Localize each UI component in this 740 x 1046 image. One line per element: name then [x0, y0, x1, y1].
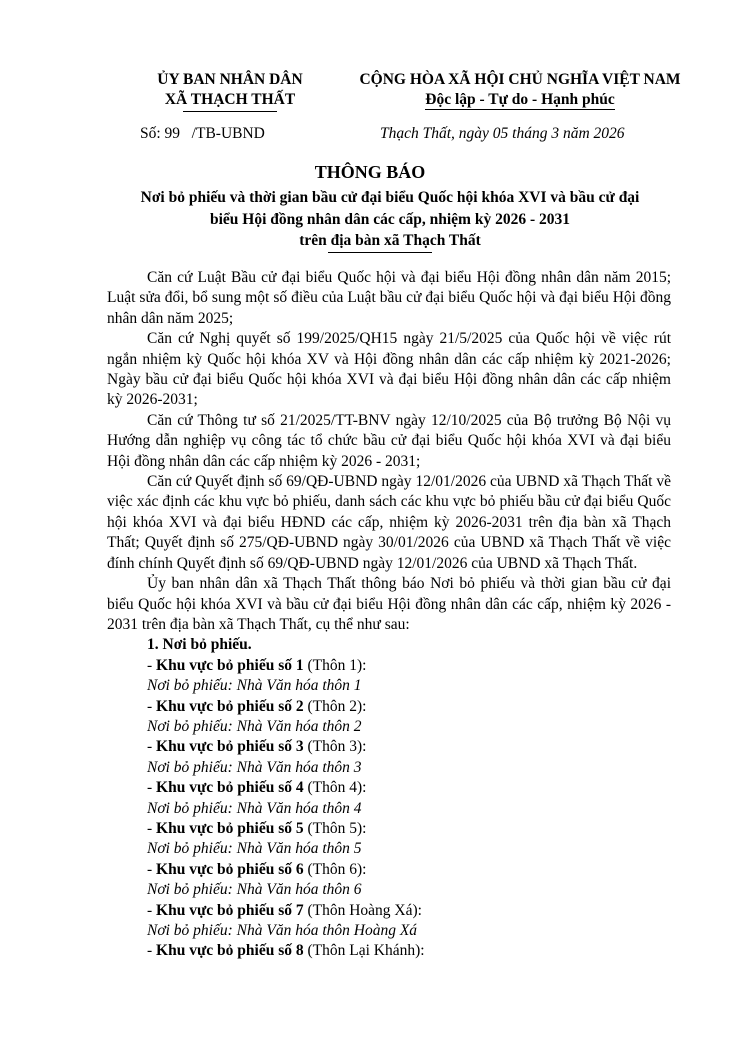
voting-area-item: - Khu vực bỏ phiếu số 1 (Thôn 1):: [147, 656, 367, 674]
voting-area-label: Khu vực bỏ phiếu số 7: [156, 901, 304, 919]
title-divider: [328, 252, 432, 253]
polling-place: Nơi bỏ phiếu: Nhà Văn hóa thôn Hoàng Xá: [147, 922, 418, 939]
voting-area-item: - Khu vực bỏ phiếu số 3 (Thôn 3):: [147, 738, 367, 756]
polling-place: Nơi bỏ phiếu: Nhà Văn hóa thôn 4: [147, 799, 362, 817]
authority-line-1: ỦY BAN NHÂN DÂN: [157, 71, 303, 88]
subtitle-line-3: trên địa bàn xã Thạch Thất: [299, 232, 481, 249]
polling-place: Nơi bỏ phiếu: Nhà Văn hóa thôn 6: [147, 881, 362, 899]
voting-area-item: - Khu vực bỏ phiếu số 4 (Thôn 4):: [147, 779, 367, 797]
voting-area-label: Khu vực bỏ phiếu số 4: [156, 779, 304, 797]
authority-underline: [183, 111, 277, 112]
authority-line-2: [165, 90, 295, 110]
legal-basis-paragraph: Căn cứ Thông tư số 21/2025/TT-BNV ngày 12/10/2025 của Bộ trưởng Bộ Nội vụ Hướng dẫn nghiệp vụ công tác tổ chức bầu cử đại biểu Quốc hội khóa XVI và đại biểu Hội đồng nhân dân các cấp nhiệm kỳ 2026 - 2031;: [107, 411, 671, 470]
voting-area-label: Khu vực bỏ phiếu số 1: [156, 656, 304, 674]
polling-place: Nơi bỏ phiếu: Nhà Văn hóa thôn 2: [147, 717, 362, 735]
authority-name: XÃ THẠCH THẤT: [164, 91, 296, 108]
voting-area-item: - Khu vực bỏ phiếu số 7 (Thôn Hoàng Xá):: [147, 901, 422, 919]
legal-basis-paragraph: Căn cứ Nghị quyết số 199/2025/QH15 ngày 21/5/2025 của Quốc hội về việc rút ngắn nhiệm kỳ Quốc hội khóa XV và Hội đồng nhân dân các cấp nhiệm kỳ 2021-2026; Ngày bầu cử đại biểu Quốc hội khóa XVI và đại biểu Hội đồng nhân dân các cấp nhiệm kỳ 2026-2031;: [107, 330, 671, 409]
voting-area-item: - Khu vực bỏ phiếu số 8 (Thôn Lại Khánh):: [147, 942, 425, 960]
section-heading: 1. Nơi bỏ phiếu.: [147, 636, 252, 654]
issuing-authority: [105, 70, 355, 110]
polling-place: Nơi bỏ phiếu: Nhà Văn hóa thôn 5: [147, 840, 362, 858]
voting-area-label: Khu vực bỏ phiếu số 5: [156, 819, 304, 837]
voting-area-item: - Khu vực bỏ phiếu số 5 (Thôn 5):: [147, 819, 367, 837]
voting-area-label: Khu vực bỏ phiếu số 8: [156, 942, 304, 960]
document-body: [107, 268, 671, 962]
subtitle-line-2: biểu Hội đồng nhân dân các cấp, nhiệm kỳ 2026 - 2031: [209, 210, 570, 228]
voting-area-label: Khu vực bỏ phiếu số 6: [156, 860, 304, 878]
document-number: Số: 99 /TB-UBND: [140, 125, 265, 142]
legal-basis-paragraph: Căn cứ Luật Bầu cử đại biểu Quốc hội và đại biểu Hội đồng nhân dân năm 2015; Luật sửa đổi, bổ sung một số điều của Luật bầu cử đại biểu Quốc hội và đại biểu Hội đồng nhân dân năm 2025;: [107, 269, 671, 327]
subtitle-line-1: Nơi bỏ phiếu và thời gian bầu cử đại biểu Quốc hội khóa XVI và bầu cử đại: [140, 189, 640, 206]
national-motto: [325, 70, 715, 110]
voting-area-item: - Khu vực bỏ phiếu số 6 (Thôn 6):: [147, 860, 367, 878]
polling-place: Nơi bỏ phiếu: Nhà Văn hóa thôn 3: [147, 758, 362, 776]
nation-name: CỘNG HÒA XÃ HỘI CHỦ NGHĨA VIỆT NAM: [359, 71, 681, 88]
document-subtitle: [100, 187, 680, 252]
document-title: THÔNG BÁO: [314, 162, 426, 182]
document-date: Thạch Thất, ngày 05 tháng 3 năm 2026: [380, 125, 625, 142]
voting-area-label: Khu vực bỏ phiếu số 2: [156, 697, 304, 715]
voting-area-label: Khu vực bỏ phiếu số 3: [156, 738, 304, 756]
announcement-paragraph: Ủy ban nhân dân xã Thạch Thất thông báo Nơi bỏ phiếu và thời gian bầu cử đại biểu Quốc hội khóa XVI và bầu cử đại biểu Hội đồng nhân dân các cấp, nhiệm kỳ 2026 - 2031 trên địa bàn xã Thạch Thất, cụ thể như sau:: [107, 575, 671, 633]
motto: Độc lập - Tự do - Hạnh phúc: [425, 91, 615, 108]
voting-area-item: - Khu vực bỏ phiếu số 2 (Thôn 2):: [147, 697, 367, 715]
polling-place: Nơi bỏ phiếu: Nhà Văn hóa thôn 1: [147, 677, 362, 695]
legal-basis-paragraph: Căn cứ Quyết định số 69/QĐ-UBND ngày 12/01/2026 của UBND xã Thạch Thất về việc xác định các khu vực bỏ phiếu, danh sách các khu vực bỏ phiếu bầu cử đại biểu Quốc hội khóa XVI và đại biểu HĐND các cấp, nhiệm kỳ 2026-2031 trên địa bàn xã Thạch Thất; Quyết định số 275/QĐ-UBND ngày 30/01/2026 của UBND xã Thạch Thất về việc đính chính Quyết định số 69/QĐ-UBND ngày 12/01/2026 của UBND xã Thạch Thất.: [107, 473, 671, 572]
